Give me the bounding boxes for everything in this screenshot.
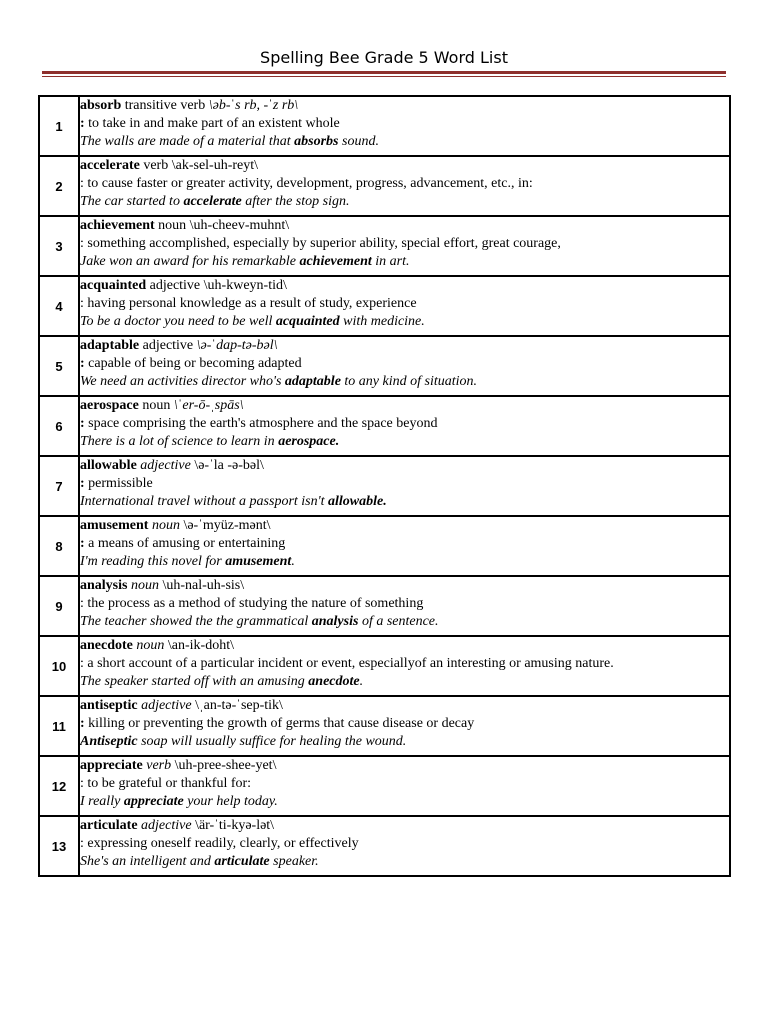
word-entry [79, 696, 730, 756]
definition-colon: : [80, 716, 85, 731]
word-entry [79, 456, 730, 516]
word-entry [79, 576, 730, 636]
word-number: 8 [39, 516, 79, 576]
word-entry [79, 516, 730, 576]
example-text: to any kind of situation. [340, 374, 478, 389]
pronunciation: \əb-ˈs rb, -ˈz rb\ [208, 98, 299, 113]
headword-line [80, 697, 729, 715]
part-of-speech: noun [142, 398, 171, 413]
example-sentence [80, 253, 729, 271]
example-keyword: aerospace. [278, 434, 340, 449]
word-entry [79, 216, 730, 276]
example-text: We need an activities director who's [80, 374, 285, 389]
example-text: I really [80, 794, 124, 809]
headword: antiseptic [80, 698, 138, 713]
definition: a short account of a particular incident or event, especiallyof an interesting or amusing nature. [87, 656, 614, 671]
example-sentence [80, 613, 729, 631]
word-number: 6 [39, 396, 79, 456]
definition: a means of amusing or entertaining [88, 536, 286, 551]
definition: to cause faster or greater activity, development, progress, advancement, etc., in: [87, 176, 533, 191]
part-of-speech: adjective [141, 818, 192, 833]
example-text: She's an intelligent and [80, 854, 215, 869]
example-sentence [80, 793, 729, 811]
part-of-speech: noun [130, 578, 159, 593]
example-text: of a sentence. [358, 614, 439, 629]
definition-colon: : [80, 416, 85, 431]
example-text: To be a doctor you need to be well [80, 314, 276, 329]
definition-line [80, 655, 729, 673]
definition-colon: : [80, 836, 84, 851]
definition-colon: : [80, 536, 85, 551]
headword-line [80, 757, 729, 775]
example-keyword: allowable. [328, 494, 387, 509]
word-number: 3 [39, 216, 79, 276]
example-text: speaker. [269, 854, 319, 869]
example-keyword: appreciate [123, 794, 184, 809]
definition: expressing oneself readily, clearly, or effectively [87, 836, 359, 851]
pronunciation: \an-ik-doht\ [167, 638, 234, 653]
example-sentence [80, 373, 729, 391]
word-row [39, 96, 730, 156]
pronunciation: \ˌan-tə-ˈsep-tik\ [195, 698, 283, 713]
example-text: your help today. [183, 794, 278, 809]
word-number: 10 [39, 636, 79, 696]
example-sentence [80, 193, 729, 211]
headword: adaptable [80, 338, 140, 353]
word-entry [79, 756, 730, 816]
page-title: Spelling Bee Grade 5 Word List [260, 48, 508, 67]
definition-line [80, 115, 729, 133]
headword-line [80, 337, 729, 355]
pronunciation: \ˈer-ō-ˌspās\ [173, 398, 244, 413]
headword: achievement [80, 218, 155, 233]
word-number: 12 [39, 756, 79, 816]
definition-colon: : [80, 476, 85, 491]
headword: aerospace [80, 398, 139, 413]
word-entry [79, 636, 730, 696]
headword-line [80, 217, 729, 235]
headword: analysis [80, 578, 128, 593]
example-text: International travel without a passport isn't [80, 494, 329, 509]
headword-line [80, 637, 729, 655]
definition-colon: : [80, 596, 84, 611]
word-row [39, 516, 730, 576]
word-number: 13 [39, 816, 79, 876]
definition-line [80, 715, 729, 733]
example-keyword: anecdote [308, 674, 360, 689]
example-keyword: amusement [225, 554, 292, 569]
definition-line [80, 415, 729, 433]
definition-line [80, 595, 729, 613]
title-rule [42, 71, 726, 74]
word-entry [79, 96, 730, 156]
word-number: 2 [39, 156, 79, 216]
pronunciation: \uh-cheev-muhnt\ [189, 218, 290, 233]
headword-line [80, 577, 729, 595]
definition: to take in and make part of an existent whole [88, 116, 340, 131]
example-text: . [291, 554, 295, 569]
definition: the process as a method of studying the nature of something [87, 596, 424, 611]
definition-line [80, 175, 729, 193]
word-row [39, 696, 730, 756]
example-sentence [80, 853, 729, 871]
headword: appreciate [80, 758, 143, 773]
definition: space comprising the earth's atmosphere and the space beyond [88, 416, 438, 431]
definition-colon: : [80, 176, 84, 191]
headword: allowable [80, 458, 137, 473]
word-number: 5 [39, 336, 79, 396]
definition-colon: : [80, 116, 85, 131]
example-text: with medicine. [339, 314, 425, 329]
pronunciation: \uh-pree-shee-yet\ [174, 758, 277, 773]
example-keyword: absorbs [294, 134, 339, 149]
word-row [39, 336, 730, 396]
part-of-speech: adjective [142, 338, 194, 353]
headword: articulate [80, 818, 138, 833]
example-text: . [359, 674, 364, 689]
definition: killing or preventing the growth of germs that cause disease or decay [88, 716, 475, 731]
definition-line [80, 535, 729, 553]
part-of-speech: transitive verb [124, 98, 206, 113]
example-text: The car started to [80, 194, 184, 209]
example-keyword: acquainted [275, 314, 340, 329]
example-keyword: Antiseptic [80, 734, 138, 749]
example-keyword: accelerate [183, 194, 242, 209]
word-row [39, 396, 730, 456]
example-sentence [80, 553, 729, 571]
part-of-speech: adjective [141, 698, 192, 713]
definition-colon: : [80, 296, 84, 311]
word-row [39, 456, 730, 516]
headword-line [80, 457, 729, 475]
word-entry [79, 156, 730, 216]
example-sentence [80, 493, 729, 511]
word-entry [79, 396, 730, 456]
example-sentence [80, 673, 729, 691]
word-number: 1 [39, 96, 79, 156]
example-text: The teacher showed the the grammatical [80, 614, 312, 629]
pronunciation: \uh-nal-uh-sis\ [162, 578, 245, 593]
headword: anecdote [80, 638, 133, 653]
word-row [39, 756, 730, 816]
definition: permissible [88, 476, 153, 491]
headword-line [80, 817, 729, 835]
word-entry [79, 336, 730, 396]
definition-colon: : [80, 776, 84, 791]
part-of-speech: adjective [149, 278, 201, 293]
headword-line [80, 397, 729, 415]
part-of-speech: noun [136, 638, 165, 653]
headword: amusement [80, 518, 149, 533]
word-entry [79, 816, 730, 876]
pronunciation: \är-ˈti-kyə-lət\ [195, 818, 275, 833]
pronunciation: \uh-kweyn-tid\ [203, 278, 287, 293]
definition-colon: : [80, 236, 84, 251]
headword-line [80, 97, 729, 115]
definition-line [80, 775, 729, 793]
word-list-table [38, 95, 731, 877]
headword: accelerate [80, 158, 140, 173]
definition-line [80, 235, 729, 253]
example-sentence [80, 133, 729, 151]
definition-line [80, 835, 729, 853]
word-number: 7 [39, 456, 79, 516]
pronunciation: \ə-ˈdap-tə-bəl\ [196, 338, 278, 353]
definition: capable of being or becoming adapted [88, 356, 302, 371]
headword-line [80, 517, 729, 535]
example-text: There is a lot of science to learn in [80, 434, 279, 449]
word-number: 4 [39, 276, 79, 336]
title-rule-thin [42, 76, 726, 77]
headword: acquainted [80, 278, 147, 293]
word-row [39, 636, 730, 696]
example-keyword: adaptable [284, 374, 341, 389]
definition-line [80, 355, 729, 373]
headword-line [80, 277, 729, 295]
example-keyword: analysis [311, 614, 359, 629]
part-of-speech: verb [146, 758, 172, 773]
example-text: after the stop sign. [241, 194, 350, 209]
part-of-speech: verb [143, 158, 169, 173]
example-text: I'm reading this novel for [80, 554, 226, 569]
definition: to be grateful or thankful for: [87, 776, 252, 791]
word-number: 11 [39, 696, 79, 756]
headword: absorb [80, 98, 122, 113]
headword-line [80, 157, 729, 175]
example-text: The walls are made of a material that [80, 134, 295, 149]
word-row [39, 576, 730, 636]
example-text: sound. [338, 134, 379, 149]
word-row [39, 816, 730, 876]
example-keyword: articulate [214, 854, 270, 869]
part-of-speech: noun [151, 518, 180, 533]
definition: having personal knowledge as a result of study, experience [87, 296, 417, 311]
word-number: 9 [39, 576, 79, 636]
word-entry [79, 276, 730, 336]
word-row [39, 156, 730, 216]
example-sentence [80, 313, 729, 331]
example-sentence [80, 433, 729, 451]
part-of-speech: noun [158, 218, 187, 233]
example-sentence [80, 733, 729, 751]
example-text: The speaker started off with an amusing [80, 674, 309, 689]
definition-colon: : [80, 356, 85, 371]
definition: something accomplished, especially by superior ability, special effort, great courage, [87, 236, 561, 251]
example-keyword: achievement [299, 254, 372, 269]
word-row [39, 276, 730, 336]
pronunciation: \ə-ˈla -ə-bəl\ [194, 458, 264, 473]
word-row [39, 216, 730, 276]
definition-line [80, 475, 729, 493]
pronunciation: \ak-sel-uh-reyt\ [171, 158, 259, 173]
pronunciation: \ə-ˈmyüz-mənt\ [183, 518, 271, 533]
example-text: Jake won an award for his remarkable [80, 254, 300, 269]
definition-colon: : [80, 656, 84, 671]
definition-line [80, 295, 729, 313]
part-of-speech: adjective [140, 458, 191, 473]
example-text: soap will usually suffice for healing the wound. [137, 734, 407, 749]
example-text: in art. [371, 254, 410, 269]
